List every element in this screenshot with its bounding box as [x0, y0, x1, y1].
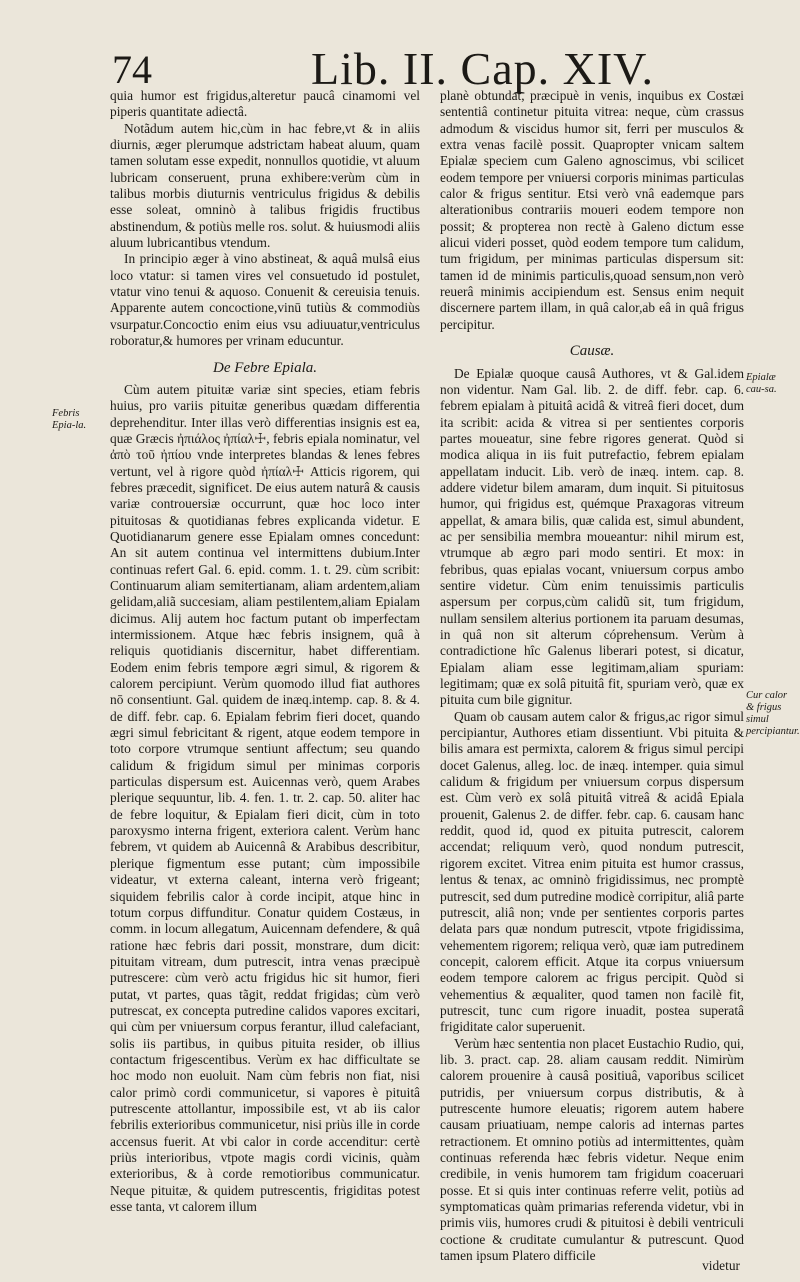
margin-note-cur-calor: Cur calor & frigus simul percipiantur. [746, 690, 800, 737]
left-column [110, 88, 420, 1268]
paragraph: De Epialæ quoque causâ Authores, vt & Gal.idem non videntur. Nam Gal. lib. 2. de diff. febr. cap. 6. febrem epialam à pituitâ acidâ & vitreâ fieri docet, dum ita scribit: acida & vitrea si per sentientes corporis partes moueatur, sine febre rigores generat. Quòd si modica aliqua in iis fuit putrefactio, febrem epialam appellatam inducit. Lib. verò de inæq. intem. cap. 8. addere videtur bilem amaram, dum inquit. Si pituitosus humor, qui frigidus est, quémque Praxagoras vitreum appellat, & amara bilis, quæ calida est, simul abundent, ac per sensibilia membra moueantur: nihil mirum est, vtrumque ab ægro pari modo sentiri. Et mox: in febribus, quas epialas vocant, vniuersum corpus ambo sentire videtur. Cùm enim tenuissimis particulis aspersum per corpus,cùm calidũ sit, tum frigidum, nullam sensilem alterius portionem ita paruam desumas, in quâ non sit alterum cóprehensum. Verùm à contradictione hîc Galenus liberari potest, si dicatur, Epialam aliam esse legitimam,aliam spuriam: legitimam; quæ ex solâ pituitâ fit, spuriam verò, quæ ex pituita cum bile gignitur. [440, 365, 744, 708]
paragraph: quia humor est frigidus,alteretur paucâ cinamomi vel piperis quantitate adiectâ. [110, 88, 420, 120]
page-header [0, 30, 800, 92]
page-number: 74 [112, 47, 152, 92]
paragraph: Notãdum autem hic,cùm in hac febre,vt & in aliis diurnis, æger plerumque adstrictam habeat aluum, quam tamen solutam esse expedit, nonnullos quotidie, vt aluum lubricam conseruent, pruna exhibere:verùm cùm in talibus morbis diuturnis ventriculus frigidus & debilis esse soleat, omninò à talibus frigidis fructibus abstinendum, & potiùs melle ros. solut. & huiusmodi aliis aluum lubricantibus vtendum. [110, 120, 420, 251]
paragraph: In principio æger à vino abstineat, & aquâ mulsâ eius loco vtatur: si tamen vires vel consuetudo id postulet, vtatur vino tenui & aquoso. Conuenit & cereuisia tenuis. Apparente autem concoctione,vinū tutiùs & commodiùs vsurpatur.Concoctio enim eius vsu adiuuatur,ventriculus roboratur,& humores per vrinam educuntur. [110, 251, 420, 349]
catchword: videtur [702, 1258, 740, 1273]
margin-note-epialae-causa: Epialæ cau-sa. [746, 372, 777, 395]
margin-note-febris-epiala: Febris Epia-la. [52, 408, 87, 431]
paragraph: Cùm autem pituitæ variæ sint species, etiam febris huius, pro variis pituitæ generibus quædam differentia deprehenditur. Inter illas verò differentias insignis est ea, quæ Græcis ἠπιάλος ἠπίαλ☩, febris epiala nominatur, vel ἀπὸ τοῦ ἠπίου vnde interpretes blandas & lenes febres vertunt, vel à rigore quòd ἠπίαλ☩ Atticis rigorem, qui febres præcedit, significet. De eius autem naturâ & causis variæ controuersiæ occurrunt, quæ hoc loco inter pituitosas & quotidianas febres explicanda videtur. E Quotidianarum genere esse Epialam omnes concedunt: An sit autem continua vel intermittens dubium.Inter continuas refert Gal. 6. epid. comm. 1. t. 29. cùm scribit: Continuarum aliam semitertianam, aliam ardentem,aliam gelidam,aliã succesiam, aliam pestilentem,aliam Epialam dicimus. Alij autem hoc factum putant ob imperfectam intermissionem. Atque hæc febris insignem, quâ à reliquis quotidianis discernitur, habet differentiam. Eodem enim febris tempore ægri simul, & rigorem & calorem percipiunt. Verùm quomodo illud fiat authores nō consentiunt. Gal. quidem de inæq.intemp. cap. 8. & 4. de diff. febr. cap. 6. Epialam febrim fieri docet, quando ægri simul febricitant & rigent, atque eodem tempore in toto corpore vtrumque sentiunt affectum; seu quando calidum & frigidum simul per minimas corporis particulas dispersum est. Auicennas verò, quem Arabes plerique sequuntur, lib. 4. fen. 1. tr. 2. cap. 50. aliter hac de febre loquitur, & Epialam fieri dicit, cùm in toto paroxysmo interna frigent, exteriora calent. Verùm hanc febrem, vt quidem ab Auicennâ & Arabibus describitur, plerique figmentum esse putant; cùm impossibile videatur, vt externa caleant, interna verò frigeant; siquidem febrilis calor à corde incipit, atque hinc in totum corpus diffunditur. Conatur quidem Costæus, in comm. in locum allegatum, Auicennam defendere, & quâ ratione hæc febris dari possit, monstrare, dum dicit: pituitam vitream, dum putrescit, intra venas præcipuè putrescere: cùm verò actu frigidus hic sit humor, fieri putat, vt partes, quas tãgit, reddat frigidas; cùm verò putrescat, ex concepta putredine calidos vapores excitari, qui cùm per vniuersum corpus ferantur, illud calefaciant, solis iis partibus, in quibus pituita resider, ob illius contactum frigescentibus. Verùm ex hac difficultate se hoc modo non euoluit. Nam cùm febris non fiat, nisi calor primò cordi communicetur, si vapores è pituitâ putrescente attollantur, impossibile est, vt ab iis calor febrilis exterioribus communicetur, nisi priùs ille in corde accensus fuerit. At vbi calor in corde accenditur: certè priùs interioribus, vtpote magis cordi vicinis, quàm exterioribus, & à corde remotioribus communicatur. Neque pituitæ, & quidem putrescentis, frigiditas potest esse tanta, vt calorem illum [110, 381, 420, 1215]
paragraph: Verùm hæc sententia non placet Eustachio Rudio, qui, lib. 3. pract. cap. 28. aliam causam reddit. Nimirùm calorem prouenire à causâ positiuâ, vaporibus scilicet putridis, per vniuersum corpus distributis, & à putrescente humore eleuatis; rigorem autem habere causam priuatiuam, nempe caloris ad internas partes retractionem. Et omnino potiùs ad intermittentes, quàm continuas referenda hæc febris videtur. Neque enim credibile, in venis humorem tam frigidum coaceruari posse. Et si quis inter continuas referre velit, potiùs ad symptomaticas quàm primarias referenda videtur, vbi in primis viis, humores crudi & pituitosi è debili ventriculi coctione & cruditate cumulantur & putrescunt. Quod tamen ipsum Platero difficile [440, 1035, 744, 1264]
section-heading: De Febre Epiala. [213, 359, 317, 376]
section-heading: Causæ. [569, 343, 615, 360]
right-column [440, 88, 744, 1268]
running-head: Lib. II. Cap. XIV. [311, 43, 654, 94]
paragraph: Quam ob causam autem calor & frigus,ac rigor simul percipiantur, Authores etiam dissentiunt. Vbi pituita & bilis amara est permixta, calorem & frigus simul percipi docet Galenus, alleg. loc. de inæq. intemper. quia simul calidum & frigidum per vniuersum corpus dispersum est. Cùm verò ex solâ pituitâ vitreâ & acidâ Epiala prouenit, Galenus 2. de differ. febr. cap. 6. causam hanc reddit, quod id, quod ex pituita putrescit, calorem accendat; reliquum verò, quod nondum putrescit, rigorem excitet. Vitrea enim pituita est humor crassus, lentus & tenax, ac omninò frigidissimus, nec promptè putrescit, sed dum putredine modicè corripitur, aliâ parte putrescit, aliâ non; vnde per sentientes corporis partes delata pars quæ nondum putrescit, vtpote frigidissima, vehementem rigorem; reliqua verò, quæ iam putredinem concepit, calorem efficit. Atque ita corpus vniuersum eodem tempore calorem ac frigus percipit. Quòd si vehementius & æqualiter, quod tamen non facilè fit, putrescit, tunc cum rigore inuadit, postea superatâ frigiditate calor superuenit. [440, 708, 744, 1035]
paragraph: planè obtundat, præcipuè in venis, inquibus ex Costæi sententiâ continetur pituita vitrea: neque, cùm crassus admodum & viscidus humor sit, ferri per musculos & extra venas facilè possit. Quapropter vnicam saltem Epialæ speciem cum Galeno agnoscimus, vbi scilicet eodem tempore per vniuersi corporis minimas particulas calor & frigus sentitur. Etsi verò vnâ eademque pars alterationibus contrariis moueri eodem tempore non possit; & propterea non rectè à Galeno dictum esse alicui videri posset, quòd eodem tempore tum calidum, tum frigidum, per minimas particulas dispersum sit: tamen id de minimis particulis,quoad sensum,non verò reuerâ minimis accipiendum est. Sensus enim nequit discernere partem illam, in quâ calor,ab eâ in quâ frigus percipitur. [440, 88, 744, 332]
